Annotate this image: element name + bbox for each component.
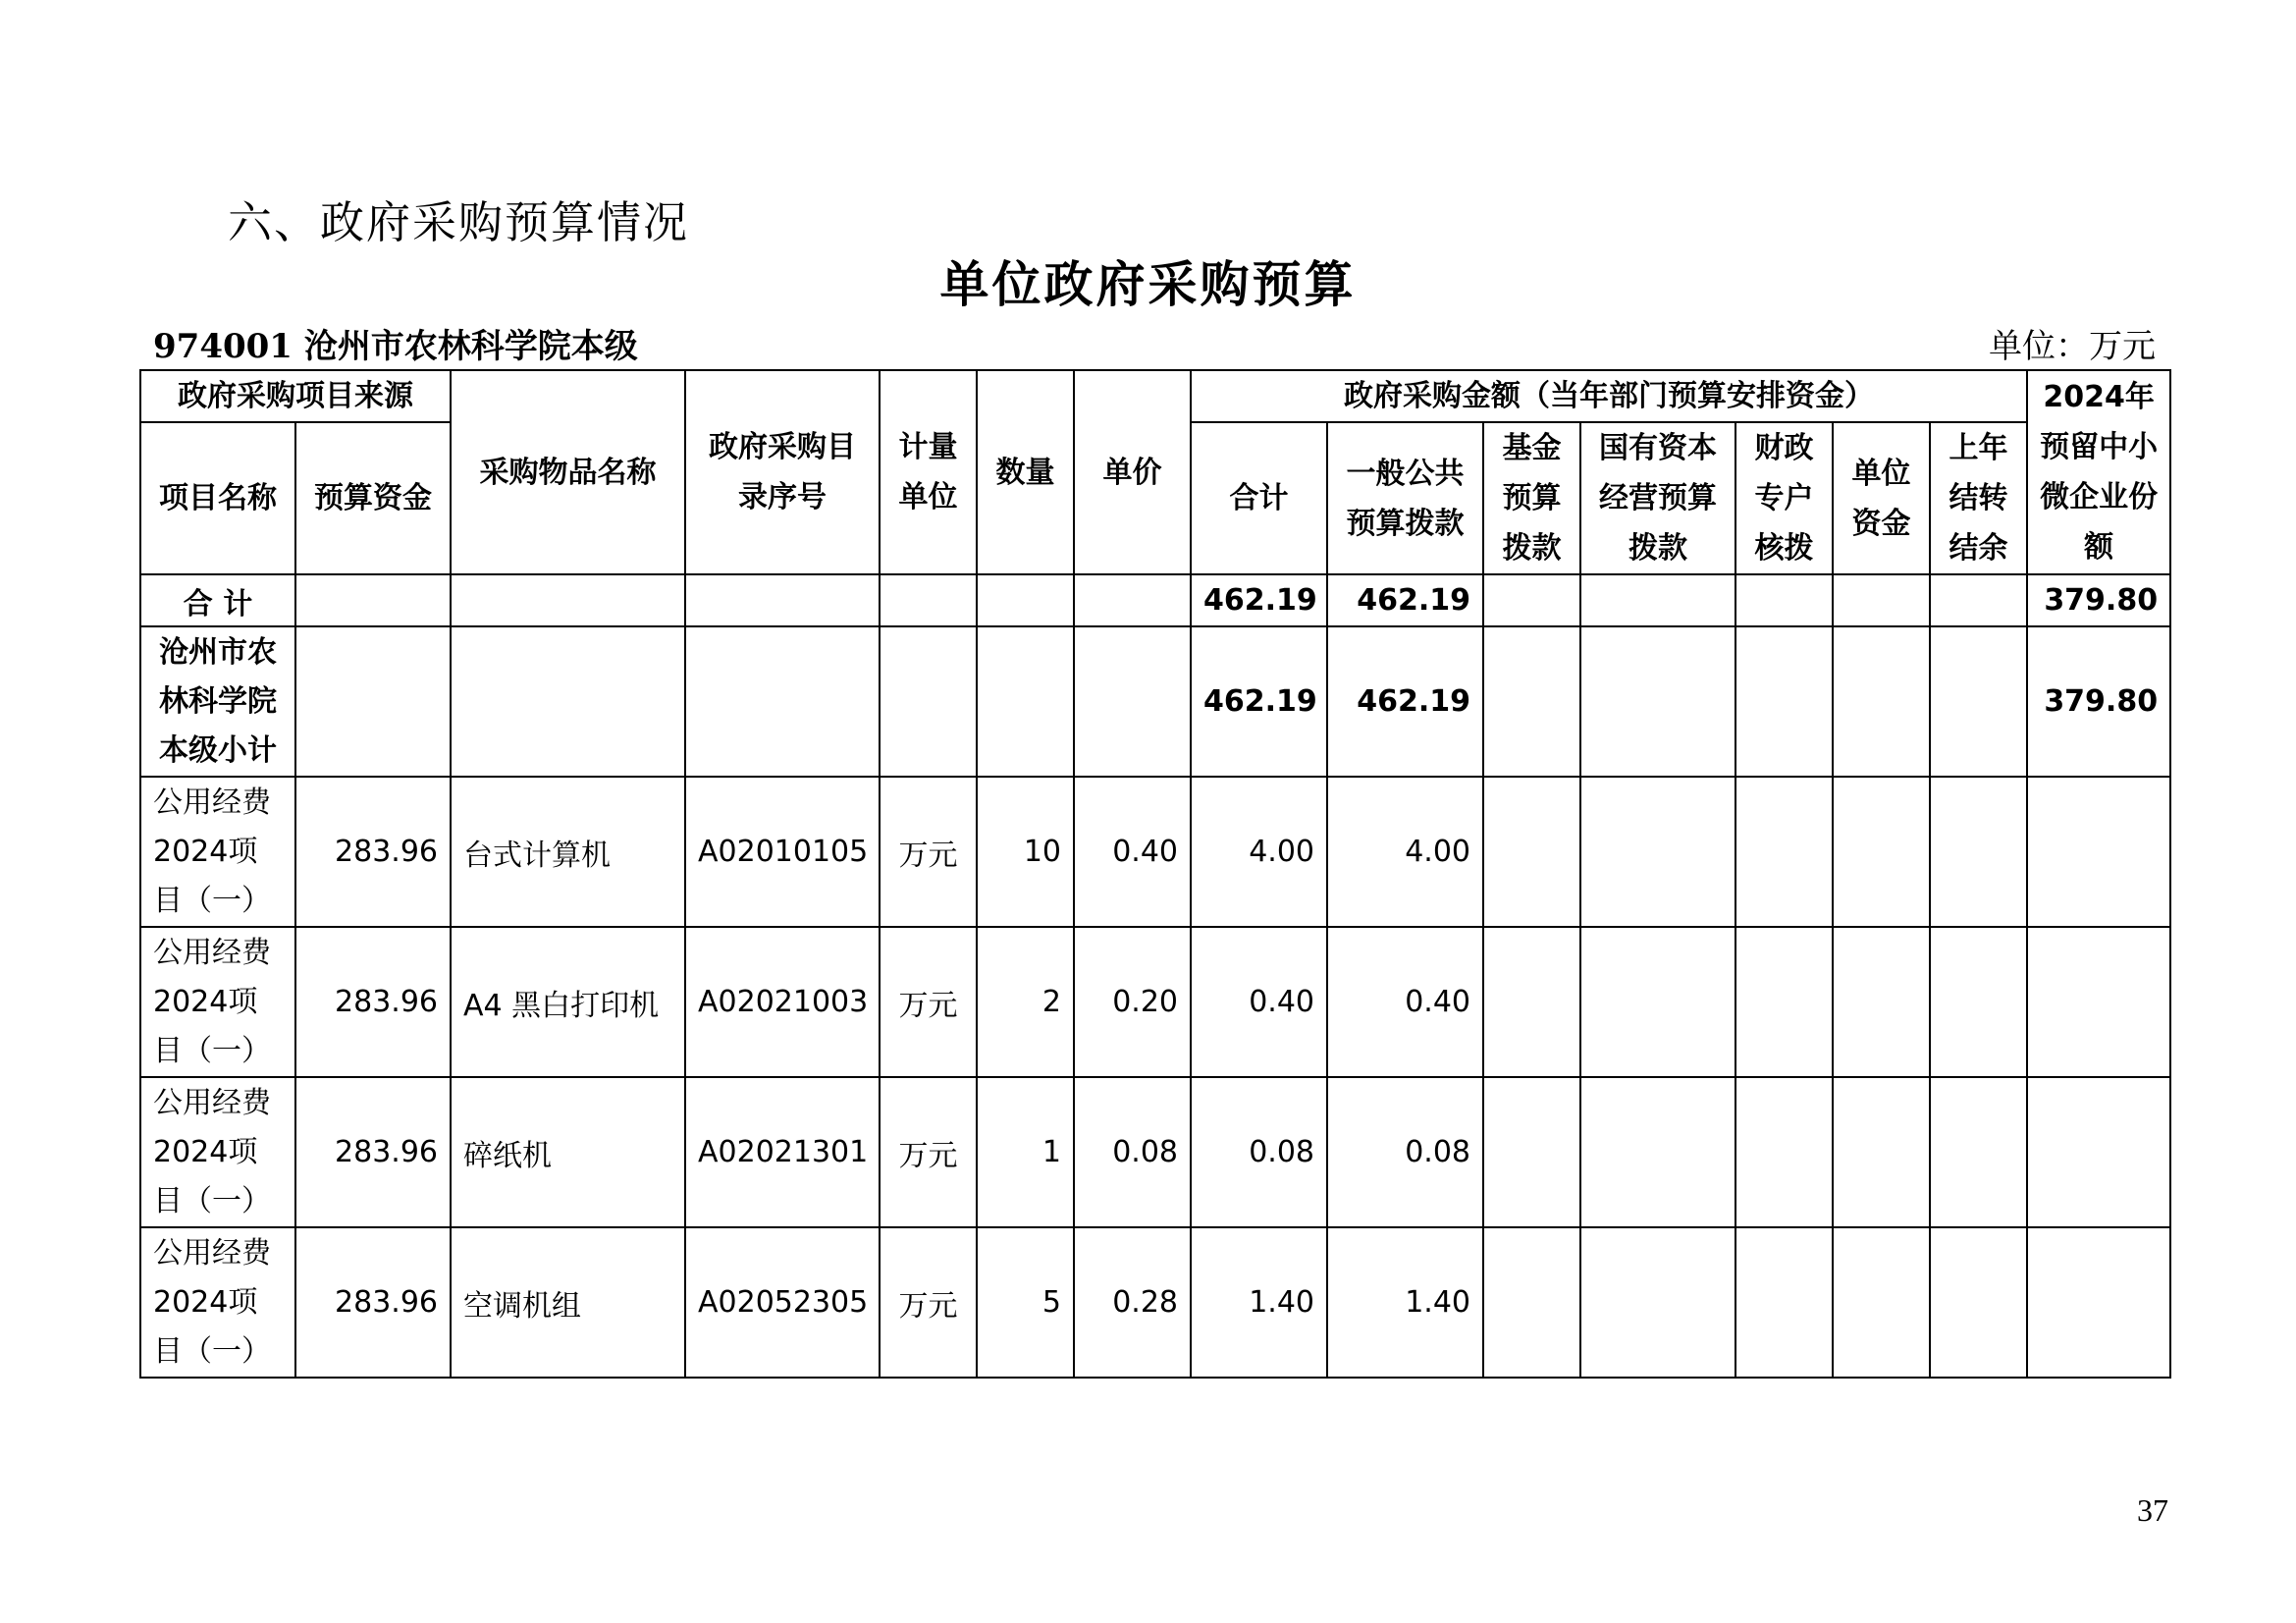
total-row: [140, 574, 2170, 626]
row-qty: 10: [977, 777, 1074, 927]
header-measure-unit: 计量单位: [880, 370, 977, 574]
header-state-capital: 国有资本经营预算拨款: [1580, 422, 1735, 574]
section-heading: 六、政府采购预算情况: [228, 196, 690, 248]
header-budget-funds: 预算资金: [295, 422, 451, 574]
row-price: 0.28: [1074, 1227, 1191, 1378]
row-item: 台式计算机: [451, 777, 685, 927]
row-qty: 1: [977, 1077, 1074, 1227]
subtotal-row: [140, 626, 2170, 777]
header-reserved: 2024年预留中小微企业份额: [2027, 370, 2170, 574]
subtotal-label: 沧州市农林科学院本级小计: [140, 626, 295, 777]
header-source-group: 政府采购项目来源: [140, 370, 451, 422]
procurement-budget-table: [139, 369, 2171, 1379]
row-total: 4.00: [1191, 777, 1327, 927]
row-general: 4.00: [1327, 777, 1483, 927]
row-unit: 万元: [880, 1077, 977, 1227]
header-general-public: 一般公共预算拨款: [1327, 422, 1483, 574]
row-unit: 万元: [880, 777, 977, 927]
row-price: 0.40: [1074, 777, 1191, 927]
header-unit-funds: 单位资金: [1833, 422, 1930, 574]
table-row: [140, 1077, 2170, 1227]
row-catalog: A02052305: [685, 1227, 880, 1378]
header-quantity: 数量: [977, 370, 1074, 574]
row-catalog: A02021003: [685, 927, 880, 1077]
row-project: 公用经费2024项目（一）: [140, 927, 295, 1077]
row-price: 0.20: [1074, 927, 1191, 1077]
header-amount-group: 政府采购金额（当年部门预算安排资金）: [1191, 370, 2027, 422]
row-budget: 283.96: [295, 1227, 451, 1378]
row-project: 公用经费2024项目（一）: [140, 1077, 295, 1227]
unit-label: 单位：万元: [1989, 327, 2156, 366]
row-qty: 2: [977, 927, 1074, 1077]
total-label: 合 计: [140, 574, 295, 626]
row-total: 0.08: [1191, 1077, 1327, 1227]
row-general: 0.08: [1327, 1077, 1483, 1227]
row-item: 碎纸机: [451, 1077, 685, 1227]
header-carryover: 上年结转结余: [1930, 422, 2027, 574]
row-budget: 283.96: [295, 927, 451, 1077]
subtotal-reserved: 379.80: [2027, 626, 2170, 777]
table-row: [140, 1227, 2170, 1378]
row-item: 空调机组: [451, 1227, 685, 1378]
row-qty: 5: [977, 1227, 1074, 1378]
header-finance-special: 财政专户核拨: [1735, 422, 1833, 574]
row-price: 0.08: [1074, 1077, 1191, 1227]
document-title: 单位政府采购预算: [939, 255, 1357, 313]
row-total: 0.40: [1191, 927, 1327, 1077]
row-general: 1.40: [1327, 1227, 1483, 1378]
subtotal-amount: 462.19: [1191, 626, 1327, 777]
row-catalog: A02010105: [685, 777, 880, 927]
header-total: 合计: [1191, 422, 1327, 574]
total-reserved: 379.80: [2027, 574, 2170, 626]
table-row: [140, 777, 2170, 927]
header-fund-budget: 基金预算拨款: [1483, 422, 1580, 574]
row-budget: 283.96: [295, 1077, 451, 1227]
row-budget: 283.96: [295, 777, 451, 927]
page-number: 37: [2137, 1492, 2168, 1528]
total-amount: 462.19: [1191, 574, 1327, 626]
row-general: 0.40: [1327, 927, 1483, 1077]
row-project: 公用经费2024项目（一）: [140, 777, 295, 927]
unit-name: 974001 沧州市农林科学院本级: [153, 327, 638, 366]
subtotal-general-public: 462.19: [1327, 626, 1483, 777]
header-row-1: [140, 370, 2170, 422]
row-unit: 万元: [880, 927, 977, 1077]
row-project: 公用经费2024项目（一）: [140, 1227, 295, 1378]
row-total: 1.40: [1191, 1227, 1327, 1378]
row-unit: 万元: [880, 1227, 977, 1378]
total-general-public: 462.19: [1327, 574, 1483, 626]
header-unit-price: 单价: [1074, 370, 1191, 574]
row-item: A4 黑白打印机: [451, 927, 685, 1077]
header-catalog-no: 政府采购目录序号: [685, 370, 880, 574]
header-project-name: 项目名称: [140, 422, 295, 574]
table-row: [140, 927, 2170, 1077]
header-item-name: 采购物品名称: [451, 370, 685, 574]
row-catalog: A02021301: [685, 1077, 880, 1227]
